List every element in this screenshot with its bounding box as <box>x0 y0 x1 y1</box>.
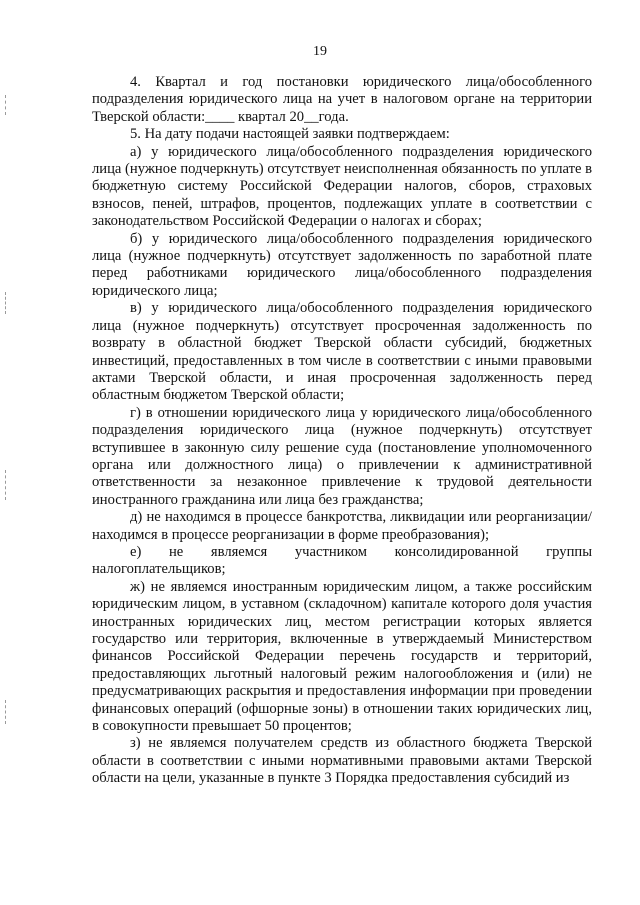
item-v-no-budget-debt: в) у юридического лица/обособленного подразделения юридического лица (нужное подчеркнуть) отсутствует просроченная задолженность по возврату в областной бюджет Тверской области субсидий, бюджетных инвестиций, предоставленных в том числе в соответствии с иными правовыми актами Тверской области, и иная просроченная задолженность перед областным бюджетом Тверской области; <box>92 300 592 404</box>
paragraph-5-confirmation-intro: 5. На дату подачи настоящей заявки подтверждаем: <box>130 126 450 143</box>
item-z-not-budget-recipient: з) не являемся получателем средств из областного бюджета Тверской области в соответствии с иными нормативными правовыми актами Тверской области на цели, указанные в пункте 3 Порядка предоставления субсидий из <box>92 735 592 787</box>
left-margin-scan-mark <box>5 470 6 500</box>
item-d-not-bankrupt: д) не находимся в процессе банкротства, ликвидации или реорганизации/находимся в процессе реорганизации в форме преобразования); <box>92 509 592 543</box>
paragraph-4-registration-quarter: 4. Квартал и год постановки юридического лица/обособленного подразделения юридического лица на учет в налоговом органе на территории Тверской области:____ квартал 20__года. <box>92 74 592 125</box>
item-a-no-tax-arrears: а) у юридического лица/обособленного подразделения юридического лица (нужное подчеркнуть) отсутствует неисполненная обязанность по уплате в бюджетную систему Российской Федерации налогов, сборов, страховых взносов, пеней, штрафов, процентов, подлежащих уплате в соответствии с законодательством Российской Федерации о налогах и сборах; <box>92 143 592 230</box>
item-zh-not-foreign-entity: ж) не являемся иностранным юридическим лицом, а также российским юридическим лицом, в уставном (складочном) капитале которого доля участия иностранных юридических лиц, местом регистрации которых является государство или территория, включенные в утверждаемый Министерством финансов Российской Федерации перечень государств и территорий, предоставляющих льготный налоговый режим налогообложения и (или) не предусматривающих раскрытия и предоставления информации при проведении финансовых операций (офшорные зоны) в отношении таких юридических лиц, в совокупности превышает 50 процентов; <box>92 578 592 735</box>
left-margin-scan-mark <box>5 700 6 724</box>
item-b-no-wage-arrears: б) у юридического лица/обособленного подразделения юридического лица (нужное подчеркнуть) отсутствует задолженность по заработной плате перед работниками юридического лица/обособленного подразделения юридического лица; <box>92 230 592 299</box>
item-e-not-consolidated-group: е) не являемся участником консолидированной группы налогоплательщиков; <box>92 543 592 578</box>
document-body <box>92 74 592 788</box>
item-g-no-court-decision: г) в отношении юридического лица у юридического лица/обособленного подразделения юридического лица (нужное подчеркнуть) отсутствует вступившее в законную силу решение суда (постановление уполномоченного органа или должностного лица) о привлечении к административной ответственности за незаконное привлечение к трудовой деятельности иностранного гражданина или лица без гражданства; <box>92 404 592 508</box>
left-margin-scan-mark <box>5 292 6 314</box>
page-number: 19 <box>313 44 327 59</box>
left-margin-scan-mark <box>5 95 6 115</box>
